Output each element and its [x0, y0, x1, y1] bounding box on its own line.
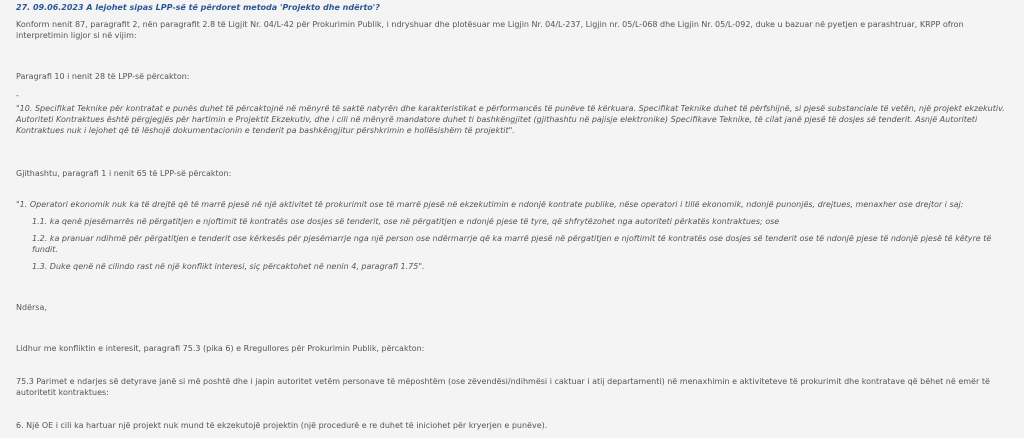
para1-quote: "1. Operatori ekonomik nuk ka të drejtë që të marrë pjesë në një aktivitet të prokurimit ose të marrë pjesë në ekzekutimin e ndonjë kontrate publike, nëse operatori i tillë ekonomik, ndonjë punonjës, drejtues, menaxher ose drejtor i saj:	[16, 200, 964, 209]
para1-heading: Gjithashtu, paragrafi 1 i nenit 65 të LPP-së përcakton:	[16, 169, 232, 178]
para10-heading: Paragrafi 10 i nenit 28 të LPP-së përcakton:	[16, 72, 190, 81]
ndersa-text: Ndërsa,	[16, 303, 47, 312]
sub-item-1-2: 1.2. ka pranuar ndihmë për përgatitjen e tenderit ose kërkesës për pjesëmarrje nga një person ose ndërmarrje që ka marrë pjesë në përgatitjen e njoftimit të kontratës ose dosjes së tenderit ose të ndonjë pjese të ndonjë pjesë të këtyre të fundit.	[32, 234, 992, 254]
intro-paragraph: Konform nenit 87, paragrafit 2, nën paragrafit 2.8 të Ligjit Nr. 04/L-42 për Prokurimin Publik, i ndryshuar dhe plotësuar me Ligjin Nr. 04/L-237, Ligjin nr. 05/L-068 dhe Ligjin Nr. 05/L-092, duke u bazuar në pyetjen e parashtruar, KRPP ofron interpretimin ligjor si në vijim:	[16, 20, 964, 40]
sub-item-1-3: 1.3. Duke qenë në cilindo rast në një konflikt interesi, siç përcaktohet në nenin 4, paragrafi 1.75".	[32, 262, 425, 271]
dash-marker: -	[16, 91, 19, 100]
question-title: 27. 09.06.2023 A lejohet sipas LPP-së të përdoret metoda 'Projekto dhe ndërto'?	[16, 3, 380, 12]
point6-text: 6. Një OE i cili ka hartuar një projekt nuk mund të ekzekutojë projektin (një procedurë e re duhet të iniciohet për kryerjen e punëve).	[16, 421, 548, 430]
rregullore-heading: Lidhur me konfliktin e interesit, paragrafi 75.3 (pika 6) e Rregullores për Prokurimin Publik, përcakton:	[16, 344, 425, 353]
para10-quote: "10. Specifikat Teknike për kontratat e punës duhet të përcaktojnë në mënyrë të saktë natyrën dhe karakteristikat e përformancës të punëve të kërkuara. Specifikat Teknike duhet të përfshijnë, si pjesë substanciale të vetën, një projekt ekzekutiv. Autoriteti Kontraktues është përgjegjës për hartimin e Projektit Ekzekutiv, dhe i cili në mënyrë mandatore duhet ti bashkëngjitet (gjithashtu në pajisje elektronike) Specifikave Teknike, të cilat janë pjesë të dosjes së tenderit. Asnjë Autoriteti Kontraktues nuk i lejohet që të lëshojë dokumentacionin e tenderit pa bashkëngjitur përshkrimin e hollësishëm të projektit".	[16, 104, 1005, 135]
para75-3-text: 75.3 Parimet e ndarjes së detyrave janë si më poshtë dhe i japin autoritet vetëm personave të mëposhtëm (ose zëvendësi/ndihmësi i caktuar i atij departamenti) në menaxhimin e aktiviteteve të prokurimit dhe kontratave që bëhet në emër të autoritetit kontraktues:	[16, 377, 990, 397]
sub-item-1-1: 1.1. ka qenë pjesëmarrës në përgatitjen e njoftimit të kontratës ose dosjes së tenderit, ose në përgatitjen e ndonjë pjese të tyre, që shfrytëzohet nga autoriteti përkatës kontraktues; ose	[32, 217, 780, 226]
